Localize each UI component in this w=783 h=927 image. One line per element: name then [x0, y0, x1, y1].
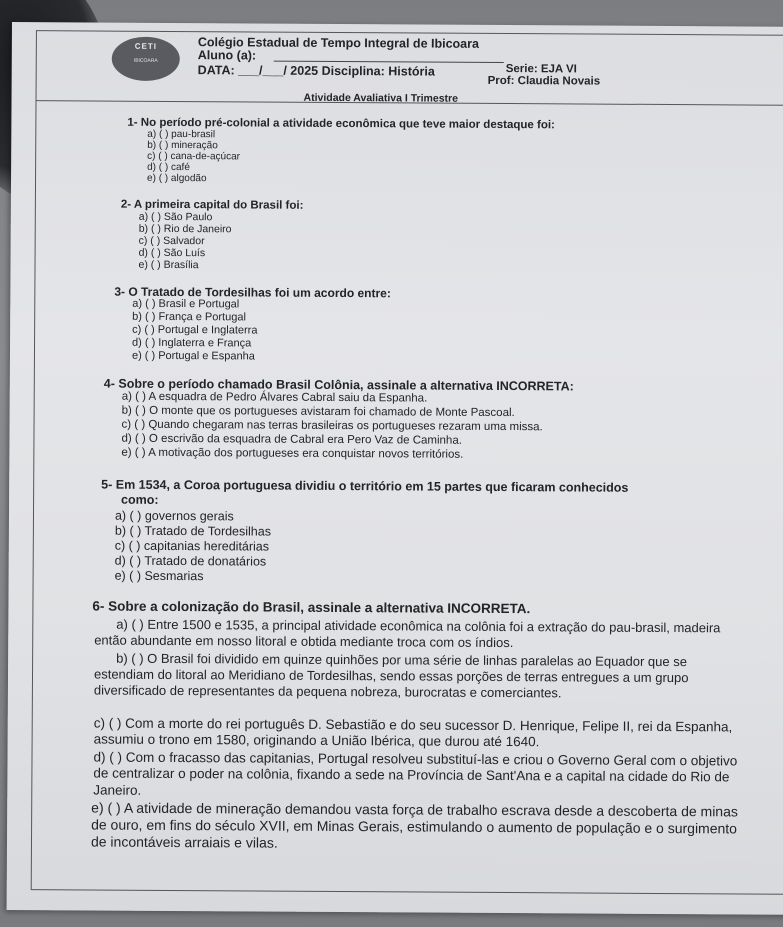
question-5-option-c: c) ( ) capitanias hereditárias — [114, 538, 270, 554]
question-2-option-e: e) ( ) Brasília — [138, 258, 199, 272]
question-4-title: 4- Sobre o período chamado Brasil Colônia, assinale a alternativa INCORRETA: — [103, 376, 574, 394]
question-1-option-e: e) ( ) algodão — [147, 172, 207, 185]
school-logo — [112, 37, 180, 81]
question-3-option-c: c) ( ) Portugal e Inglaterra — [132, 323, 258, 337]
question-4-option-e: e) ( ) A motivação dos portugueses era conquistar novos territórios. — [121, 446, 464, 461]
question-6-option-c: c) ( ) Com a morte do rei português D. Sebastião e do seu sucessor D. Henrique, Felipe II, rei da Espanha, assumiu o trono em 1580, originando a União Ibérica, que durou até 1640. — [93, 715, 733, 750]
question-6-option-d: d) ( ) Com o fracasso das capitanias, Portugal resolveu substituí-las e criou o Governo Geral com o objetivo de centralizar o poder na colônia, fixando a sede na Província de Sant'Ana e a capital na cidade do Rio de Janeiro. — [93, 749, 738, 798]
date-discipline-label: DATA: ___/___/ 2025 Disciplina: História — [197, 63, 435, 79]
question-5-option-e: e) ( ) Sesmarias — [114, 568, 204, 584]
question-3-title: 3- O Tratado de Tordesilhas foi um acordo entre: — [114, 284, 391, 301]
assessment-title: Atividade Avaliativa I Trimestre — [303, 91, 459, 105]
question-2-title: 2- A primeira capital do Brasil foi: — [120, 198, 304, 212]
logo-text: CETI — [134, 41, 157, 51]
question-4-option-c: c) ( ) Quando chegaram nas terras brasileiras os portugueses rezaram uma missa. — [121, 418, 543, 434]
question-6-option-b: b) ( ) O Brasil foi dividido em quinze quinhões por uma série de linhas paralelas ao Equador que se estendiam do litoral ao Meridiano de Tordesilhas, sendo essas porções de terras entregues a um grupo diversificado de representantes da pequena nobreza, burocratas e comerciantes. — [93, 650, 689, 701]
question-2-option-c: c) ( ) Salvador — [138, 234, 205, 248]
question-1-option-b: b) ( ) mineração — [147, 139, 218, 152]
question-3-option-a: a) ( ) Brasil e Portugal — [132, 297, 240, 311]
question-4-option-b: b) ( ) O monte que os portugueses avistaram foi chamado de Monte Pascoal. — [121, 404, 515, 420]
grade-label: Serie: EJA VI — [505, 63, 577, 76]
question-6-option-a: a) ( ) Entre 1500 e 1535, a principal atividade econômica na colônia foi a extração do pau-brasil, madeira então abundante em nosso litoral e obtida mediante troca com os índios. — [94, 616, 721, 650]
student-label: Aluno (a): — [197, 48, 257, 63]
question-5-option-b: b) ( ) Tratado de Tordesilhas — [114, 523, 272, 539]
question-3-option-b: b) ( ) França e Portugal — [132, 310, 246, 324]
question-5-option-a: a) ( ) governos gerais — [114, 508, 234, 524]
question-4-option-d: d) ( ) O escrivão da esquadra de Cabral era Pero Vaz de Caminha. — [121, 432, 462, 447]
worksheet-paper — [7, 22, 783, 915]
question-2-option-a: a) ( ) São Paulo — [138, 210, 213, 224]
question-3-option-e: e) ( ) Portugal e Espanha — [131, 349, 255, 363]
question-6-option-e: e) ( ) A atividade de mineração demandou vasta força de trabalho escrava desde a descoberta de minas de ouro, em fins do século XVII, em Minas Gerais, estimulando o aumento de população e o surgimento de incontáveis arraiais e vilas. — [90, 799, 738, 851]
question-5-title-line1: 5- Em 1534, a Coroa portuguesa dividiu o território em 15 partes que ficaram conhecidos — [101, 477, 629, 495]
question-3-option-d: d) ( ) Inglaterra e França — [132, 336, 252, 350]
question-4-option-a: a) ( ) A esquadra de Pedro Álvares Cabral saiu da Espanha. — [121, 390, 428, 405]
question-5-title-line2: como: — [121, 492, 159, 507]
question-5-option-d: d) ( ) Tratado de donatários — [114, 553, 267, 569]
question-2-option-b: b) ( ) Rio de Janeiro — [138, 222, 232, 236]
question-1-title: 1- No período pré-colonial a atividade econômica que teve maior destaque foi: — [127, 116, 555, 132]
school-name: Colégio Estadual de Tempo Integral de Ibicoara — [197, 35, 479, 51]
question-2-option-d: d) ( ) São Luís — [138, 246, 206, 260]
professor-label: Prof: Claudia Novais — [487, 74, 601, 88]
question-1-option-c: c) ( ) cana-de-açúcar — [147, 150, 241, 163]
question-1-option-a: a) ( ) pau-brasil — [147, 128, 216, 141]
question-6-title: 6- Sobre a colonização do Brasil, assinale a alternativa INCORRETA. — [92, 598, 531, 617]
logo-subtext: IBICOARA — [133, 57, 158, 64]
question-1-option-d: d) ( ) café — [147, 161, 190, 174]
